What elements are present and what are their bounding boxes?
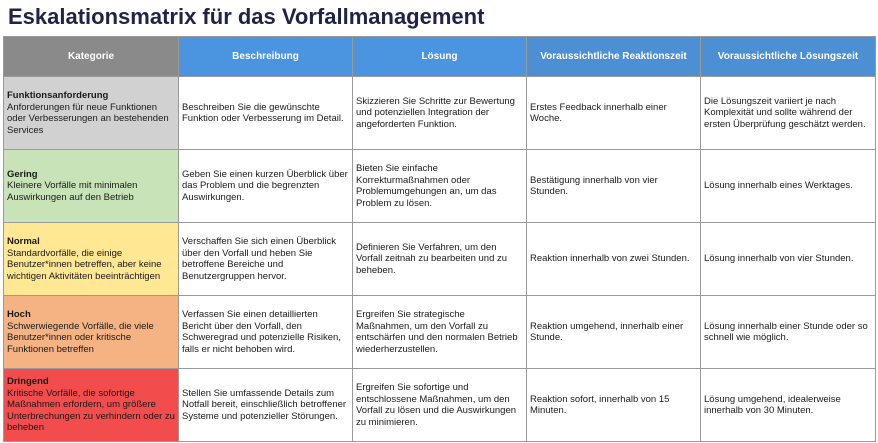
header-solution: Lösung bbox=[353, 37, 527, 77]
response-time-cell: Reaktion umgehend, innerhalb einer Stunde. bbox=[527, 296, 701, 369]
description-cell: Stellen Sie umfassende Details zum Notfall bereit, einschließlich betroffener Systeme und potenzieller Störungen. bbox=[179, 369, 353, 442]
category-cell bbox=[4, 150, 179, 223]
table-row bbox=[4, 296, 876, 369]
category-subtitle: Anforderungen für neue Funktionen oder Verbesserungen an bestehenden Services bbox=[7, 101, 169, 136]
header-description: Beschreibung bbox=[179, 37, 353, 77]
resolution-time-cell: Lösung innerhalb eines Werktages. bbox=[701, 150, 876, 223]
category-name: Normal bbox=[7, 236, 40, 247]
solution-cell: Ergreifen Sie strategische Maßnahmen, um den Vorfall zu entschärfen und den normalen Betrieb wiederherzustellen. bbox=[353, 296, 527, 369]
category-subtitle: Standardvorfälle, die einige Benutzer*innen betreffen, aber keine wichtigen Aktivitäten beeinträchtigen bbox=[7, 247, 162, 282]
category-subtitle: Schwerwiegende Vorfälle, die viele Benutzer*innen oder kritische Funktionen betreffen bbox=[7, 320, 154, 355]
category-name: Dringend bbox=[7, 376, 49, 388]
description-cell: Beschreiben Sie die gewünschte Funktion oder Verbesserung im Detail. bbox=[179, 77, 353, 150]
page-title: Eskalationsmatrix für das Vorfallmanagement bbox=[8, 4, 485, 29]
category-name: Funktionsanforderung bbox=[7, 90, 109, 101]
table-row bbox=[4, 150, 876, 223]
response-time-cell: Reaktion innerhalb von zwei Stunden. bbox=[527, 223, 701, 296]
description-cell: Verschaffen Sie sich einen Überblick über den Vorfall und heben Sie betroffene Bereiche und Benutzergruppen hervor. bbox=[179, 223, 353, 296]
header-category: Kategorie bbox=[4, 37, 179, 77]
response-time-cell: Erstes Feedback innerhalb einer Woche. bbox=[527, 77, 701, 150]
solution-cell: Definieren Sie Verfahren, um den Vorfall zeitnah zu bearbeiten und zu beheben. bbox=[353, 223, 527, 296]
category-subtitle: Kritische Vorfälle, die sofortige Maßnahmen erfordern, um größere Unterbrechungen zu verhindern oder zu beheben bbox=[7, 387, 175, 434]
category-cell bbox=[4, 296, 179, 369]
response-time-cell: Bestätigung innerhalb von vier Stunden. bbox=[527, 150, 701, 223]
category-cell bbox=[4, 369, 179, 442]
solution-cell: Ergreifen Sie sofortige und entschlossene Maßnahmen, um den Vorfall zu lösen und die Auswirkungen zu minimieren. bbox=[353, 369, 527, 442]
resolution-time-cell: Die Lösungszeit variiert je nach Komplexität und sollte während der ersten Überprüfung geschätzt werden. bbox=[701, 77, 876, 150]
category-subtitle: Kleinere Vorfälle mit minimalen Auswirkungen auf den Betrieb bbox=[7, 180, 138, 203]
resolution-time-cell: Lösung innerhalb einer Stunde oder so schnell wie möglich. bbox=[701, 296, 876, 369]
category-cell bbox=[4, 77, 179, 150]
resolution-time-cell: Lösung innerhalb von vier Stunden. bbox=[701, 223, 876, 296]
category-cell bbox=[4, 223, 179, 296]
escalation-matrix-table bbox=[3, 36, 876, 442]
description-cell: Geben Sie einen kurzen Überblick über das Problem und die begrenzten Auswirkungen. bbox=[179, 150, 353, 223]
resolution-time-cell: Lösung umgehend, idealerweise innerhalb von 30 Minuten. bbox=[701, 369, 876, 442]
table-row bbox=[4, 223, 876, 296]
table-row bbox=[4, 77, 876, 150]
category-name: Hoch bbox=[7, 309, 31, 320]
header-response-time: Voraussichtliche Reaktionszeit bbox=[527, 37, 701, 77]
response-time-cell: Reaktion sofort, innerhalb von 15 Minuten. bbox=[527, 369, 701, 442]
description-cell: Verfassen Sie einen detaillierten Bericht über den Vorfall, den Schweregrad und potenzielle Risiken, falls er nicht behoben wird. bbox=[179, 296, 353, 369]
table-row bbox=[4, 369, 876, 442]
category-name: Gering bbox=[7, 168, 38, 180]
solution-cell: Skizzieren Sie Schritte zur Bewertung und potenziellen Integration der angeforderten Funktion. bbox=[353, 77, 527, 150]
table-header-row bbox=[4, 37, 876, 77]
solution-cell: Bieten Sie einfache Korrekturmaßnahmen oder Problemumgehungen an, um das Problem zu lösen. bbox=[353, 150, 527, 223]
header-resolution-time: Voraussichtliche Lösungszeit bbox=[701, 37, 876, 77]
